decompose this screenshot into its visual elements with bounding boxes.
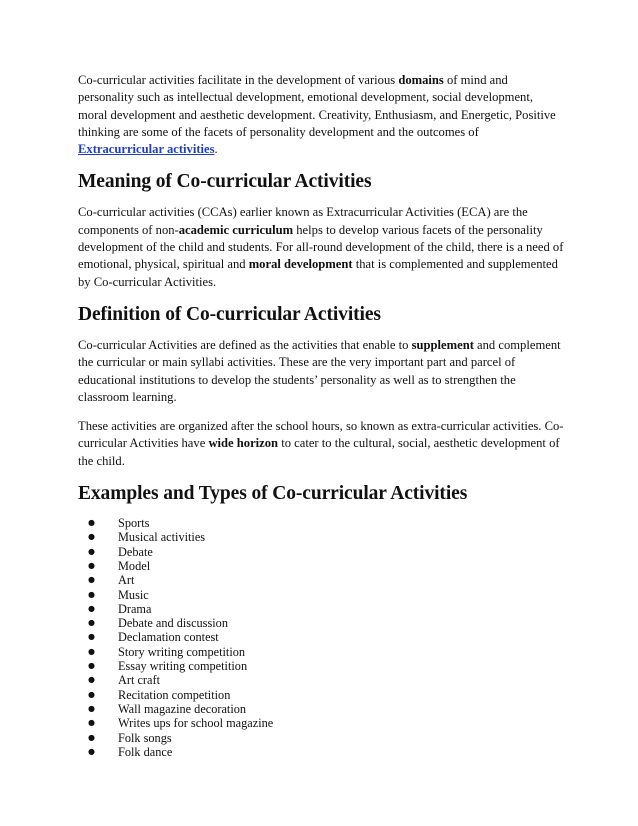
list-item-label: Folk dance [118, 744, 173, 759]
bullet-icon: ● [88, 546, 95, 556]
list-item [88, 673, 564, 687]
list-item [88, 731, 564, 745]
list-item [88, 602, 564, 616]
definition-text: These activities are organized after the school hours, so known as extra-curricular activities. Co-curricular Activities have [78, 419, 564, 451]
bullet-icon: ● [88, 689, 95, 699]
list-item [88, 616, 564, 630]
bullet-icon: ● [88, 718, 95, 728]
bullet-icon: ● [88, 560, 95, 570]
list-item [88, 659, 564, 673]
definition-text: to cater to the cultural, social, aesthetic development of the child. [78, 436, 560, 468]
meaning-text: that is complemented and supplemented by Co-curricular Activities. [78, 257, 558, 289]
definition-paragraph-1 [78, 337, 564, 406]
bullet-icon: ● [88, 575, 95, 585]
list-item-label: Essay writing competition [118, 659, 248, 674]
list-item [88, 716, 564, 730]
list-item-label: Writes ups for school magazine [118, 716, 274, 731]
bullet-icon: ● [88, 603, 95, 613]
bullet-icon: ● [88, 589, 95, 599]
list-item-label: Debate [118, 544, 153, 559]
intro-text: Co-curricular activities facilitate in the development of various [78, 73, 399, 87]
bullet-icon: ● [88, 532, 95, 542]
examples-heading: Examples and Types of Co-curricular Activities [78, 483, 468, 505]
list-item [88, 573, 564, 587]
intro-text: . [214, 142, 218, 157]
list-item [88, 630, 564, 644]
extracurricular-activities-link[interactable]: Extracurricular activities [78, 142, 215, 157]
list-item-label: Drama [118, 601, 152, 616]
document-content [78, 72, 564, 759]
meaning-text: helps to develop various facets of the personality development of the child and students. For all-round development of the child, there is a need of emotional, physical, spiritual and [78, 222, 564, 272]
activity-types-list [78, 516, 564, 759]
list-item [88, 588, 564, 602]
meaning-heading: Meaning of Co-curricular Activities [78, 171, 372, 193]
list-item-label: Model [118, 558, 151, 573]
list-item-label: Declamation contest [118, 630, 219, 645]
bullet-icon: ● [88, 661, 95, 671]
list-item [88, 645, 564, 659]
list-item-label: Musical activities [118, 530, 206, 545]
list-item-label: Art craft [118, 673, 160, 688]
list-item-label: Recitation competition [118, 687, 231, 702]
bullet-icon: ● [88, 703, 95, 713]
list-item [88, 530, 564, 544]
bullet-icon: ● [88, 675, 95, 685]
definition-paragraph-2 [78, 418, 564, 470]
definition-text: and complement the curricular or main syllabi activities. These are the very important part and parcel of educational institutions to develop the students’ personality as well as to strengthen the classroom learning. [78, 337, 561, 404]
list-item-label: Story writing competition [118, 644, 246, 659]
definition-bold-supplement: supplement [411, 337, 474, 352]
list-item-label: Sports [118, 516, 150, 531]
list-item [88, 559, 564, 573]
definition-heading: Definition of Co-curricular Activities [78, 303, 381, 325]
list-item-label: Music [118, 587, 149, 602]
list-item [88, 688, 564, 702]
meaning-text: Co-curricular activities (CCAs) earlier known as Extracurricular Activities (ECA) are the components of non- [78, 205, 528, 237]
intro-text: of mind and personality such as intellectual development, emotional development, social development, moral development and aesthetic development. Creativity, Enthusiasm, and Energetic, Positive thinking are some of the facets of personality development and the outcomes of [78, 73, 556, 139]
definition-bold-wide-horizon: wide horizon [208, 436, 279, 451]
list-item [88, 745, 564, 759]
bullet-icon: ● [88, 518, 95, 528]
list-item [88, 702, 564, 716]
list-item-label: Folk songs [118, 730, 172, 745]
intro-paragraph [78, 72, 564, 158]
bullet-icon: ● [88, 632, 95, 642]
meaning-bold-academic-curriculum: academic curriculum [178, 222, 294, 237]
bullet-icon: ● [88, 746, 95, 756]
bullet-icon: ● [88, 732, 95, 742]
list-item-label: Art [118, 573, 135, 588]
list-item-label: Debate and discussion [118, 616, 228, 631]
meaning-bold-moral-development: moral development [248, 257, 353, 272]
definition-text: Co-curricular Activities are defined as the activities that enable to [78, 337, 412, 352]
list-item [88, 516, 564, 530]
bullet-icon: ● [88, 618, 95, 628]
list-item-label: Wall magazine decoration [118, 701, 247, 716]
bullet-icon: ● [88, 646, 95, 656]
intro-bold-domains: domains [398, 73, 444, 87]
list-item [88, 545, 564, 559]
meaning-paragraph [78, 204, 564, 290]
